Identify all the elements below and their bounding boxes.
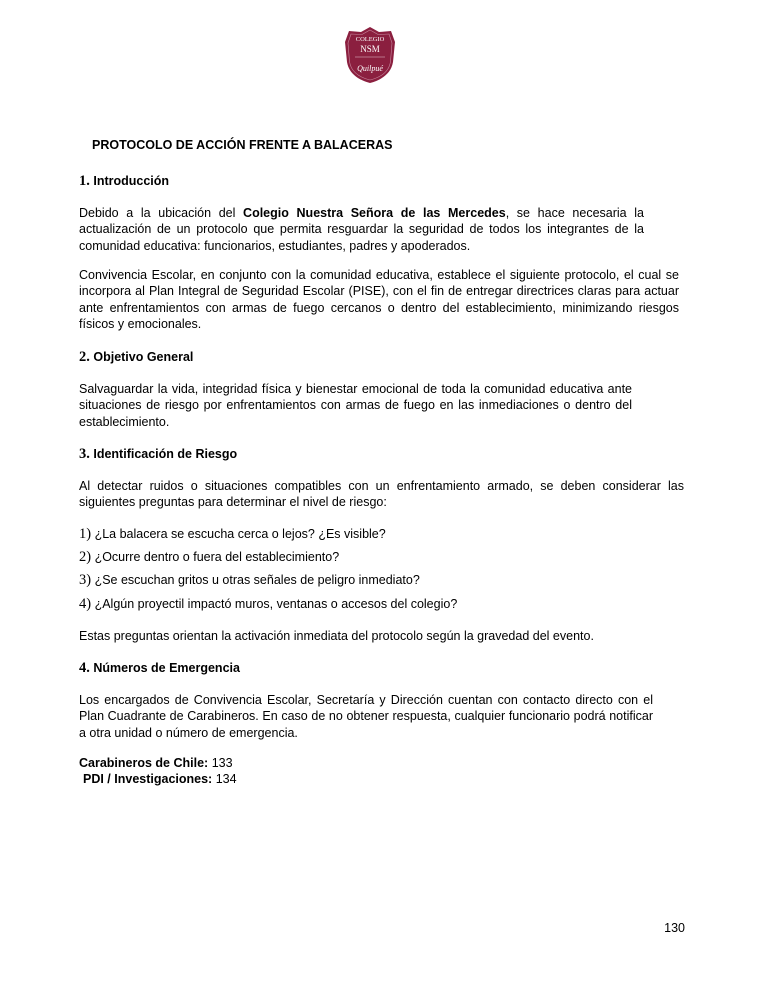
question-number: 4) [79,596,92,612]
section-title: Identificación de Riesgo [93,447,238,461]
contact-pdi [83,772,237,786]
section-number: 4. [79,660,90,676]
question-number: 3) [79,572,92,588]
riesgo-intro-paragraph: Al detectar ruidos o situaciones compatibles con un enfrentamiento armado, se deben considerar las siguientes preguntas para determinar el nivel de riesgo: [79,479,684,510]
risk-question [79,549,339,566]
intro-paragraph-2: Convivencia Escolar, en conjunto con la comunidad educativa, establece el siguiente protocolo, el cual se incorpora al Plan Integral de Seguridad Escolar (PISE), con el fin de entregar directrices claras para actuar ante enfrentamientos con armas de fuego cercanos o dentro del establecimiento, minimizando riesgos físicos y emocionales. [79,268,679,331]
section-number: 1. [79,173,90,189]
section-title: Introducción [93,174,170,188]
question-text: ¿Ocurre dentro o fuera del establecimiento? [94,550,340,564]
school-crest-logo [343,26,397,84]
question-text: ¿Algún proyectil impactó muros, ventanas o accesos del colegio? [94,597,458,611]
section-title: Números de Emergencia [93,661,240,675]
crest-line3: Quilpué [357,64,383,73]
risk-question [79,526,386,543]
risk-question [79,596,457,613]
contact-label: PDI / Investigaciones: [83,772,213,786]
crest-line2: NSM [360,44,380,54]
emergencia-paragraph: Los encargados de Convivencia Escolar, Secretaría y Dirección cuentan con contacto directo con el Plan Cuadrante de Carabineros. En caso de no obtener respuesta, cualquier funcionario podrá notificar a otra unidad o número de emergencia. [79,693,653,740]
riesgo-closing-paragraph: Estas preguntas orientan la activación inmediata del protocolo según la gravedad del evento. [79,629,594,643]
intro-text: , se hace necesaria la actualización de un protocolo que permita resguardar la seguridad de todos los integrantes de la comunidad educativa: funcionarios, estudiantes, padres y apoderados. [79,206,644,253]
contact-number: 133 [211,756,233,770]
objetivo-paragraph: Salvaguardar la vida, integridad física y bienestar emocional de toda la comunidad educativa ante situaciones de riesgo por enfrentamientos con armas de fuego en las inmediaciones o dentro del establecimiento. [79,382,632,429]
intro-paragraph-1 [79,205,644,254]
question-text: ¿Se escuchan gritos u otras señales de peligro inmediato? [94,573,420,587]
section-heading-emergencia [79,660,240,677]
question-number: 2) [79,549,92,565]
section-heading-introduccion [79,173,169,190]
crest-line1: COLEGIO [355,36,385,43]
section-number: 2. [79,349,90,365]
school-name: Colegio Nuestra Señora de las Mercedes [243,206,506,220]
question-number: 1) [79,526,92,542]
intro-text: Debido a la ubicación del [79,206,244,220]
question-text: ¿La balacera se escucha cerca o lejos? ¿Es visible? [94,527,386,541]
contact-number: 134 [215,772,237,786]
section-title: Objetivo General [93,350,194,364]
page-number: 130 [664,921,685,935]
section-number: 3. [79,446,90,462]
contact-label: Carabineros de Chile: [79,756,209,770]
document-title: PROTOCOLO DE ACCIÓN FRENTE A BALACERAS [92,138,393,152]
risk-question [79,572,420,589]
section-heading-objetivo [79,349,193,366]
section-heading-riesgo [79,446,237,463]
contact-carabineros [79,756,233,770]
